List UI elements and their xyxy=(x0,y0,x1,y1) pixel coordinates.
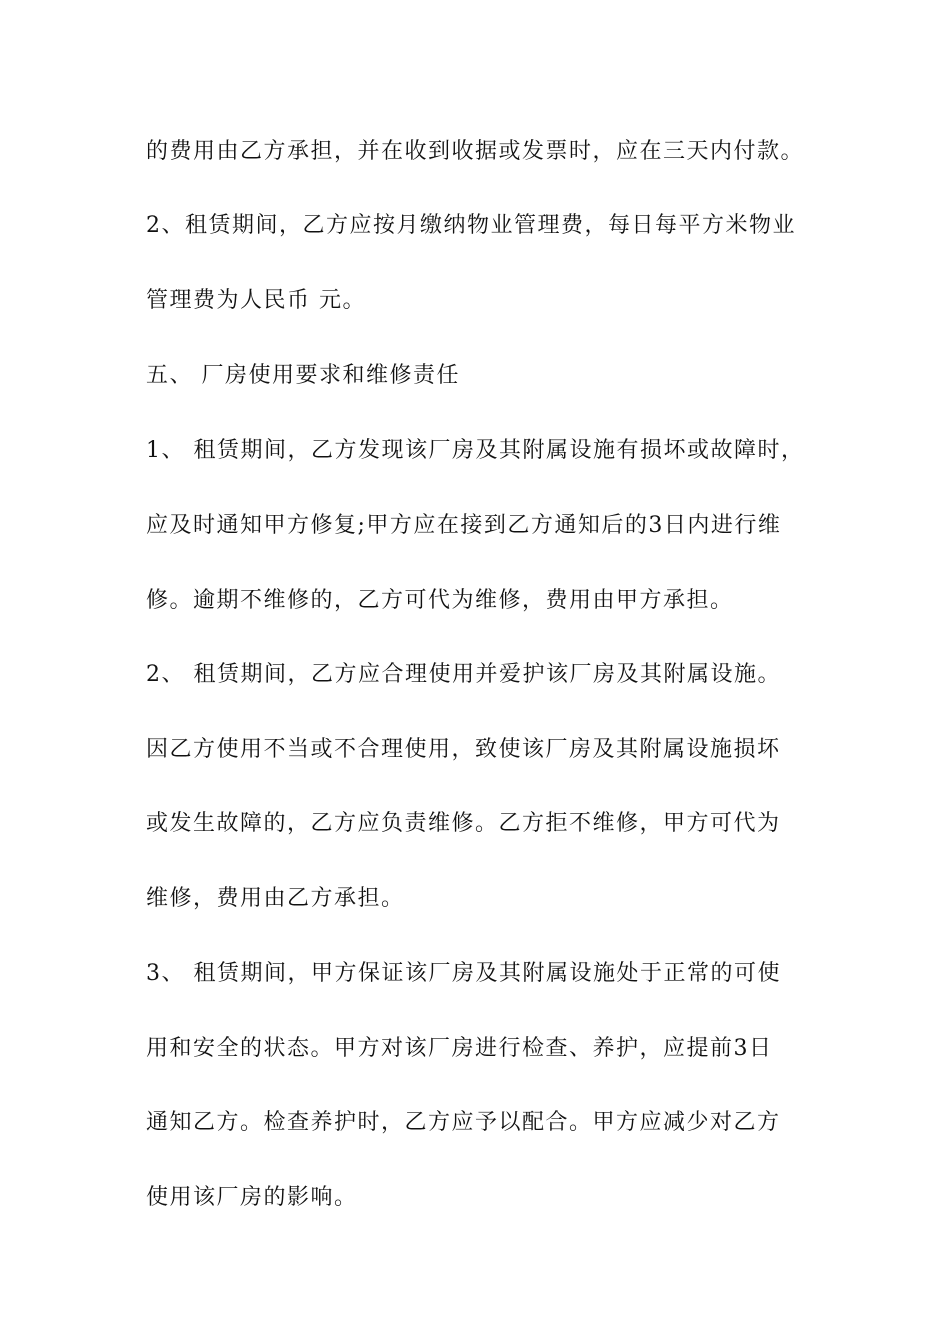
text-line: 因乙方使用不当或不合理使用，致使该厂房及其附属设施损坏 xyxy=(146,737,781,762)
text-line: 维修，费用由乙方承担。 xyxy=(146,886,405,911)
text-line: 用和安全的状态。甲方对该厂房进行检查、养护，应提前3日 xyxy=(146,1036,773,1061)
text-line: 的费用由乙方承担，并在收到收据或发票时，应在三天内付款。 xyxy=(146,139,805,164)
text-line: 2、 租赁期间，乙方应合理使用并爱护该厂房及其附属设施。 xyxy=(146,662,781,687)
text-line: 管理费为人民币 元。 xyxy=(146,288,366,313)
text-line: 或发生故障的，乙方应负责维修。乙方拒不维修，甲方可代为 xyxy=(146,811,781,836)
text-line: 应及时通知甲方修复;甲方应在接到乙方通知后的3日内进行维 xyxy=(146,513,782,538)
text-line: 2、租赁期间，乙方应按月缴纳物业管理费，每日每平方米物业 xyxy=(146,213,796,238)
text-line: 修。逾期不维修的，乙方可代为维修，费用由甲方承担。 xyxy=(146,588,734,613)
text-line: 使用该厂房的影响。 xyxy=(146,1185,358,1210)
text-line: 通知乙方。检查养护时，乙方应予以配合。甲方应减少对乙方 xyxy=(146,1110,781,1135)
section-heading: 五、 厂房使用要求和维修责任 xyxy=(146,363,460,388)
text-line: 1、 租赁期间，乙方发现该厂房及其附属设施有损坏或故障时， xyxy=(146,438,805,463)
text-line: 3、 租赁期间，甲方保证该厂房及其附属设施处于正常的可使 xyxy=(146,961,781,986)
